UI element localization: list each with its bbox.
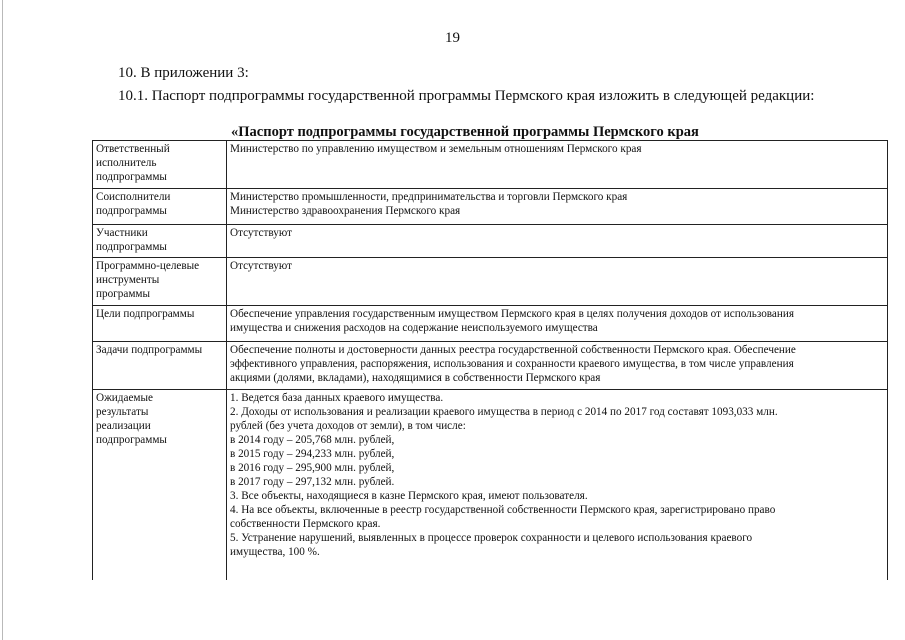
row-value-line: имущества и снижения расходов на содержание неиспользуемого имущества (230, 322, 598, 334)
passport-title: «Паспорт подпрограммы государственной программы Пермского края (231, 124, 699, 140)
row-value-line: в 2015 году – 294,233 млн. рублей, (230, 448, 395, 460)
page-edge-line (2, 0, 3, 640)
table-row (93, 225, 888, 258)
row-value-cell (227, 342, 888, 390)
row-value-cell (227, 225, 888, 258)
row-label-line: программы (96, 288, 150, 300)
intro-line-1: 10. В приложении 3: (118, 65, 249, 81)
row-value-line: Отсутствуют (230, 260, 292, 272)
row-value-line: 1. Ведется база данных краевого имущества. (230, 392, 444, 404)
row-label-cell (93, 390, 227, 580)
row-label-line: инструменты (96, 274, 160, 286)
table-row (93, 306, 888, 342)
table-row (93, 342, 888, 390)
row-label-line: Ожидаемые (96, 392, 153, 404)
row-value-cell (227, 189, 888, 225)
table-row (93, 258, 888, 306)
row-value-line: Отсутствуют (230, 227, 292, 239)
row-value-line: акциями (долями, вкладами), находящимися в собственности Пермского края (230, 372, 601, 384)
row-label-line: Программно-целевые (96, 260, 200, 272)
row-label-line: подпрограммы (96, 241, 167, 253)
row-label-line: Задачи подпрограммы (96, 344, 203, 356)
row-label-cell (93, 141, 227, 189)
row-label-cell (93, 258, 227, 306)
row-value-line: собственности Пермского края. (230, 518, 381, 530)
table-row (93, 390, 888, 580)
row-label-line: Ответственный (96, 143, 170, 155)
row-label-cell (93, 225, 227, 258)
row-label-line: Участники (96, 227, 148, 239)
row-value-line: 2. Доходы от использования и реализации краевого имущества в период с 2014 по 2017 год составят 1093,033 млн. (230, 406, 778, 418)
row-value-line: 3. Все объекты, находящиеся в казне Пермского края, имеют пользователя. (230, 490, 588, 502)
row-label-line: подпрограммы (96, 205, 167, 217)
row-label-cell (93, 306, 227, 342)
row-value-cell (227, 258, 888, 306)
row-value-line: в 2014 году – 205,768 млн. рублей, (230, 434, 395, 446)
row-value-line: эффективного управления, распоряжения, использования и сохранности краевого имущества, в том числе управления (230, 358, 794, 370)
row-label-line: подпрограммы (96, 171, 167, 183)
table-row (93, 189, 888, 225)
row-label-line: Соисполнители (96, 191, 171, 203)
table-row (93, 141, 888, 189)
row-label-line: реализации (96, 420, 151, 432)
row-value-line: имущества, 100 %. (230, 546, 320, 558)
row-label-line: Цели подпрограммы (96, 308, 195, 320)
row-value-line: Министерство по управлению имуществом и земельным отношениям Пермского края (230, 143, 642, 155)
row-label-line: результаты (96, 406, 149, 418)
row-label-cell (93, 342, 227, 390)
page-number: 19 (445, 30, 460, 46)
row-value-cell (227, 141, 888, 189)
row-value-line: Обеспечение управления государственным имуществом Пермского края в целях получения доходов от использования (230, 308, 795, 320)
row-value-line: в 2016 году – 295,900 млн. рублей, (230, 462, 395, 474)
passport-table (92, 140, 888, 580)
row-label-cell (93, 189, 227, 225)
row-label-line: подпрограммы (96, 434, 167, 446)
intro-line-2: 10.1. Паспорт подпрограммы государственной программы Пермского края изложить в следующей редакции: (118, 88, 815, 104)
row-value-line: 5. Устранение нарушений, выявленных в процессе проверок сохранности и целевого использования краевого (230, 532, 753, 544)
row-value-line: 4. На все объекты, включенные в реестр государственной собственности Пермского края, зарегистрировано право (230, 504, 776, 516)
row-value-line: Министерство промышленности, предпринимательства и торговли Пермского края (230, 191, 628, 203)
row-value-line: Обеспечение полноты и достоверности данных реестра государственной собственности Пермского края. Обеспечение (230, 344, 796, 356)
row-value-cell (227, 306, 888, 342)
row-value-line: Министерство здравоохранения Пермского края (230, 205, 461, 217)
row-label-line: исполнитель (96, 157, 157, 169)
row-value-cell (227, 390, 888, 580)
row-value-line: в 2017 году – 297,132 млн. рублей. (230, 476, 395, 488)
row-value-line: рублей (без учета доходов от земли), в том числе: (230, 420, 466, 432)
